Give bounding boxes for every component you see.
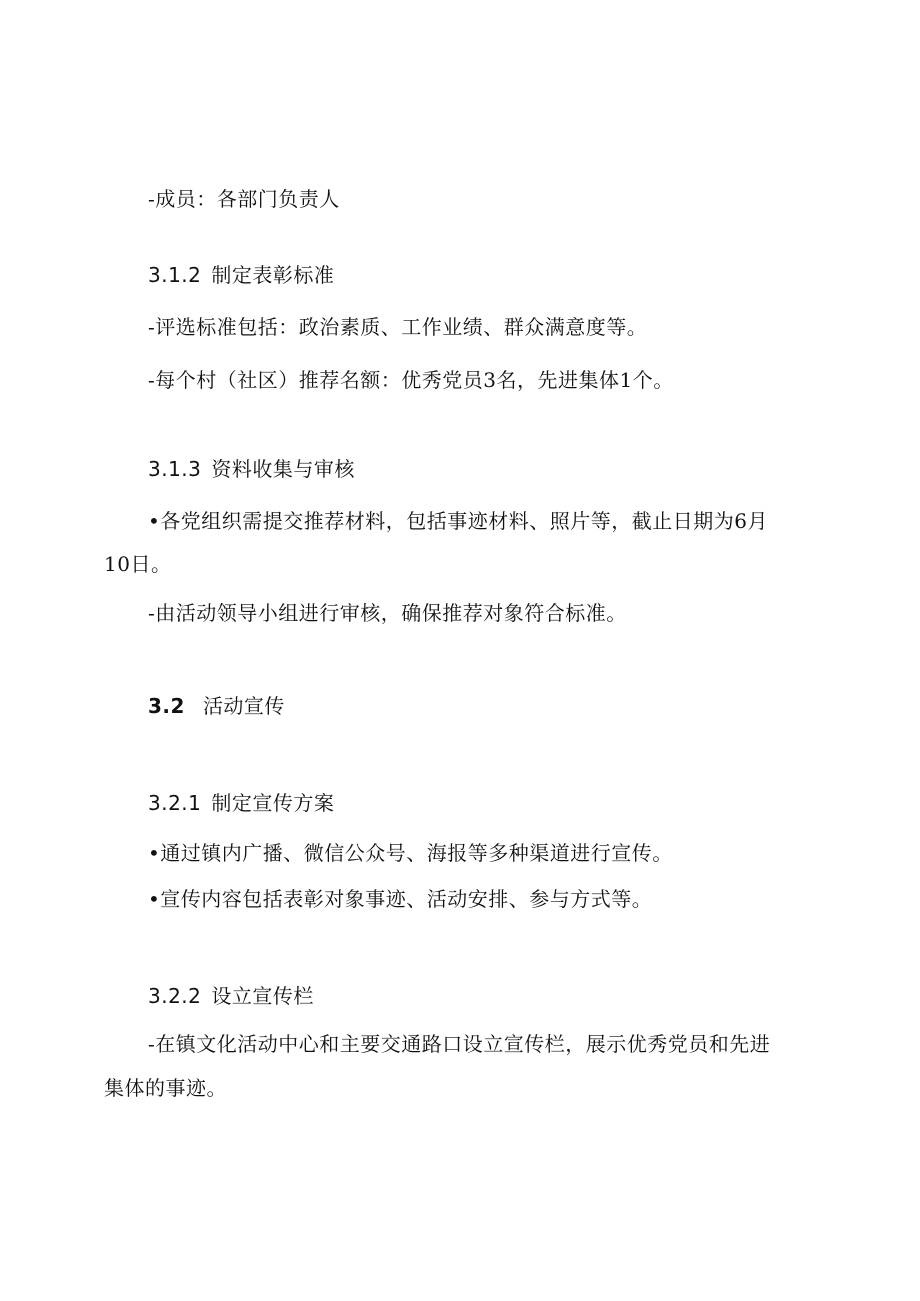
section-title: 制定表彰标准 [211, 263, 335, 287]
section-title: 制定宣传方案 [211, 791, 335, 815]
section-title: 设立宣传栏 [211, 984, 314, 1008]
section-number: 3.2.1 [148, 791, 202, 815]
section-number: 3.2 [148, 694, 185, 718]
board-line-1: -在镇文化活动中心和主要交通路口设立宣传栏，展示优秀党员和先进 [148, 1032, 771, 1056]
content-line: •宣传内容包括表彰对象事迹、活动安排、参与方式等。 [148, 887, 653, 911]
section-title: 活动宣传 [202, 694, 285, 718]
section-heading-3-1-2 [148, 262, 334, 288]
quota-line: -每个村（社区）推荐名额：优秀党员3名，先进集体1个。 [148, 368, 674, 392]
section-number: 3.2.2 [148, 984, 202, 1008]
review-line: -由活动领导小组进行审核，确保推荐对象符合标准。 [148, 601, 627, 625]
channels-line: •通过镇内广播、微信公众号、海报等多种渠道进行宣传。 [148, 841, 673, 865]
section-number: 3.1.2 [148, 263, 202, 287]
section-heading-3-2-1 [148, 790, 334, 816]
materials-line-2: 10日。 [104, 552, 172, 576]
section-title: 资料收集与审核 [211, 457, 355, 481]
section-heading-3-1-3 [148, 456, 355, 482]
section-heading-3-2 [148, 693, 285, 719]
members-line: -成员：各部门负责人 [148, 187, 340, 211]
materials-line-1: •各党组织需提交推荐材料，包括事迹材料、照片等，截止日期为6月 [148, 509, 769, 533]
section-heading-3-2-2 [148, 983, 314, 1009]
board-line-2: 集体的事迹。 [104, 1076, 227, 1100]
criteria-line: -评选标准包括：政治素质、工作业绩、群众满意度等。 [148, 315, 648, 339]
section-number: 3.1.3 [148, 457, 202, 481]
